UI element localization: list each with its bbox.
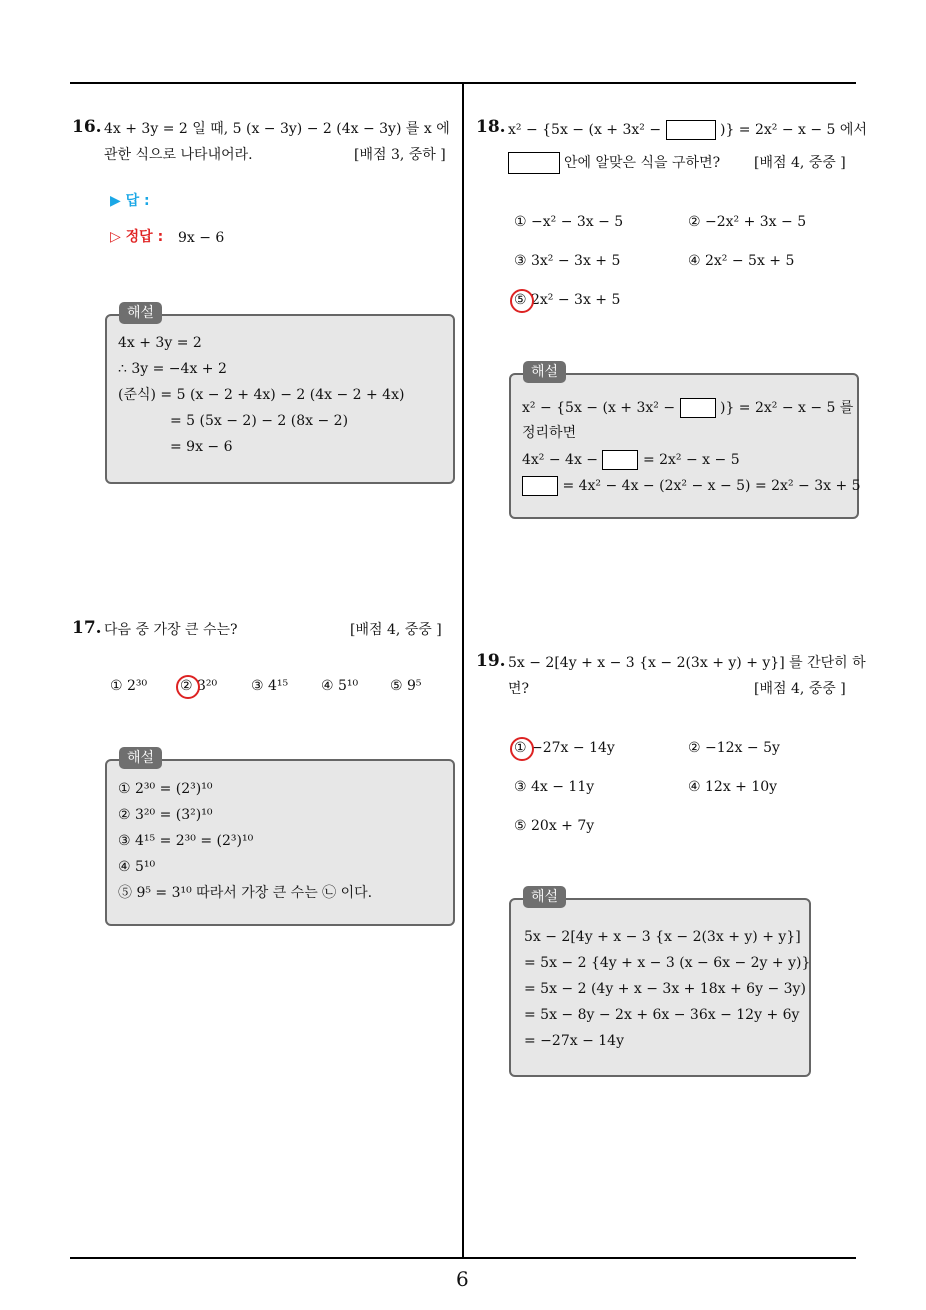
q18-solution-b: )} = 2x² − x − 5 를 xyxy=(719,400,854,416)
q16-correct-label: ▷ 정답 : xyxy=(110,229,164,245)
q17-score: [배점 4, 중중 ] xyxy=(350,622,442,638)
q19-choice-4[interactable]: ④ 12x + 10y xyxy=(688,779,778,795)
q18-solution-blank xyxy=(680,398,716,418)
q16-answer-label: ▶ 답 : xyxy=(110,193,150,209)
q17-solution-line: ⑤ 9⁵ = 3¹⁰ 따라서 가장 큰 수는 ㉡ 이다. xyxy=(118,885,373,901)
q16-correct-value: 9x − 6 xyxy=(178,230,225,246)
q18-choice-2[interactable]: ② −2x² + 3x − 5 xyxy=(688,214,807,230)
q16-score: [배점 3, 중하 ] xyxy=(354,147,446,163)
q19-line2: 면? xyxy=(508,681,530,697)
q18-solution-3b: = 2x² − x − 5 xyxy=(642,452,740,468)
q19-solution-tab: 해설 xyxy=(523,886,566,908)
q18-answer-circle xyxy=(510,289,534,313)
q19-choice-3[interactable]: ③ 4x − 11y xyxy=(514,779,595,795)
q19-choice-1[interactable]: ① −27x − 14y xyxy=(514,740,615,756)
column-divider xyxy=(462,84,464,1258)
q16-solution-line: (준식) = 5 (x − 2 + 4x) − 2 (4x − 2 + 4x) xyxy=(118,387,405,403)
q17-solution-tab: 해설 xyxy=(119,747,162,769)
q18-solution-tab: 해설 xyxy=(523,361,566,383)
q16-solution-line: = 9x − 6 xyxy=(170,439,233,455)
q18-solution-blank xyxy=(602,450,638,470)
q17-number: 17. xyxy=(72,618,102,638)
q16-line1: 4x + 3y = 2 일 때, 5 (x − 3y) − 2 (4x − 3y) 를 x 에 xyxy=(104,121,450,137)
q16-solution-line: = 5 (5x − 2) − 2 (8x − 2) xyxy=(170,413,349,429)
q17-solution-line: ② 3²⁰ = (3²)¹⁰ xyxy=(118,807,213,823)
q18-solution-line-4 xyxy=(522,476,861,496)
q18-solution-line-2: 정리하면 xyxy=(522,425,577,441)
q16-solution-tab: 해설 xyxy=(119,302,162,324)
q18-solution-3a: 4x² − 4x − xyxy=(522,452,599,468)
q18-solution-line-1 xyxy=(522,398,853,418)
q17-choice-5[interactable]: ⑤ 9⁵ xyxy=(390,678,422,694)
q19-solution-line: = 5x − 2 {4y + x − 3 (x − 6x − 2y + y)} xyxy=(524,955,811,971)
q18-line1 xyxy=(508,120,867,140)
q17-answer-circle xyxy=(176,675,200,699)
q17-solution-line: ④ 5¹⁰ xyxy=(118,859,156,875)
q19-number: 19. xyxy=(476,651,506,671)
q18-score: [배점 4, 중중 ] xyxy=(754,155,846,171)
q18-choice-5[interactable]: ⑤ 2x² − 3x + 5 xyxy=(514,292,621,308)
q19-solution-line: = 5x − 8y − 2x + 6x − 36x − 12y + 6y xyxy=(524,1007,800,1023)
q19-line1: 5x − 2[4y + x − 3 {x − 2(3x + y) + y}] 를 간단히 하 xyxy=(508,655,866,671)
q18-blank-box-2 xyxy=(508,152,560,174)
q19-score: [배점 4, 중중 ] xyxy=(754,681,846,697)
q17-choice-3[interactable]: ③ 4¹⁵ xyxy=(251,678,289,694)
q17-choice-2[interactable]: ② 3²⁰ xyxy=(180,678,218,694)
q19-choice-2[interactable]: ② −12x − 5y xyxy=(688,740,780,756)
q17-choice-1[interactable]: ① 2³⁰ xyxy=(110,678,148,694)
q17-choice-4[interactable]: ④ 5¹⁰ xyxy=(321,678,359,694)
q18-solution-line-3 xyxy=(522,450,740,470)
q18-line1-b: )} = 2x² − x − 5 에서 xyxy=(719,122,867,138)
q18-number: 18. xyxy=(476,117,506,137)
q18-line2: 안에 알맞은 식을 구하면? xyxy=(564,155,721,171)
q18-choice-3[interactable]: ③ 3x² − 3x + 5 xyxy=(514,253,621,269)
q19-solution-line: 5x − 2[4y + x − 3 {x − 2(3x + y) + y}] xyxy=(524,929,801,945)
q19-solution-line: = 5x − 2 (4y + x − 3x + 18x + 6y − 3y) xyxy=(524,981,806,997)
q18-solution-box xyxy=(509,373,859,519)
q16-number: 16. xyxy=(72,117,102,137)
q16-solution-line: ∴ 3y = −4x + 2 xyxy=(118,361,227,377)
q16-solution-line: 4x + 3y = 2 xyxy=(118,335,202,351)
q19-choice-5[interactable]: ⑤ 20x + 7y xyxy=(514,818,595,834)
q18-line1-a: x² − {5x − (x + 3x² − xyxy=(508,122,662,138)
q19-solution-line: = −27x − 14y xyxy=(524,1033,624,1049)
q18-blank-box xyxy=(666,120,716,140)
q18-solution-4b: = 4x² − 4x − (2x² − x − 5) = 2x² − 3x + 5 xyxy=(562,478,861,494)
q19-answer-circle xyxy=(510,737,534,761)
q17-text: 다음 중 가장 큰 수는? xyxy=(104,622,238,638)
q17-solution-line: ③ 4¹⁵ = 2³⁰ = (2³)¹⁰ xyxy=(118,833,254,849)
page-number: 6 xyxy=(456,1267,469,1291)
bottom-rule xyxy=(70,1257,856,1259)
q16-line2: 관한 식으로 나타내어라. xyxy=(104,147,253,163)
q18-choice-4[interactable]: ④ 2x² − 5x + 5 xyxy=(688,253,795,269)
q18-choice-1[interactable]: ① −x² − 3x − 5 xyxy=(514,214,624,230)
q18-solution-a: x² − {5x − (x + 3x² − xyxy=(522,400,676,416)
q18-solution-blank xyxy=(522,476,558,496)
q17-solution-line: ① 2³⁰ = (2³)¹⁰ xyxy=(118,781,213,797)
